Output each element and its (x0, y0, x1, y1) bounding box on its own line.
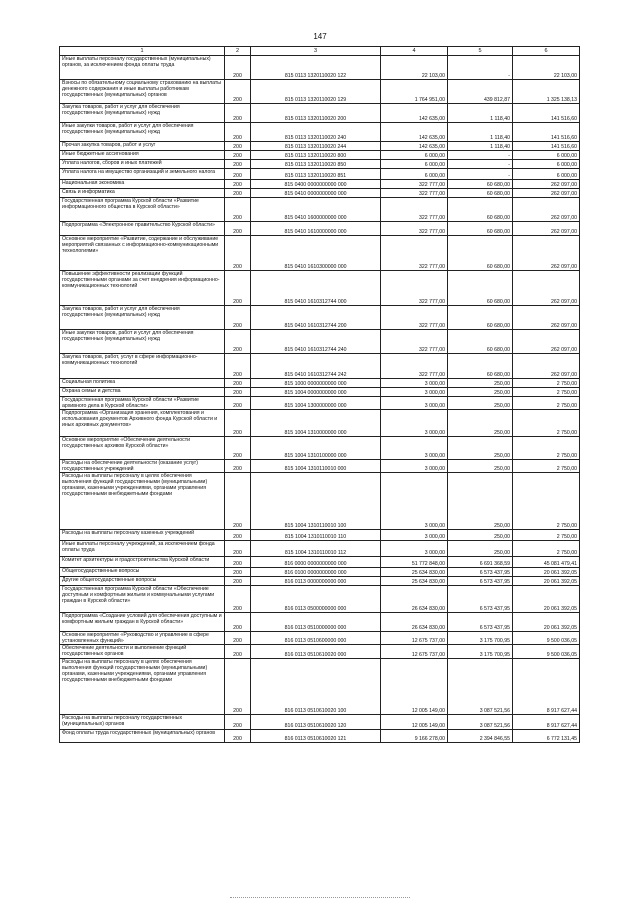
table-row (60, 437, 580, 460)
row-executed: 60 680,00 (448, 271, 513, 306)
row-kbk: 816 0113 0000000000 000 (251, 577, 381, 586)
table-row (60, 306, 580, 330)
footer-divider (230, 897, 410, 899)
row-name: Фонд оплаты труда государственных (муниципальных) органов (60, 730, 225, 743)
row-executed: 60 680,00 (448, 198, 513, 222)
col-header-1: 1 (60, 47, 225, 56)
row-executed: 60 680,00 (448, 222, 513, 236)
row-approved: 3 000,00 (381, 541, 448, 557)
table-row (60, 222, 580, 236)
row-code: 200 (225, 180, 251, 189)
row-executed: 60 680,00 (448, 354, 513, 379)
row-remaining: 141 516,60 (513, 104, 580, 123)
row-executed: 1 118,40 (448, 142, 513, 151)
table-row (60, 123, 580, 142)
row-kbk: 815 1004 1310100000 000 (251, 437, 381, 460)
row-name: Другие общегосударственные вопросы (60, 577, 225, 586)
row-kbk: 815 0410 1600000000 000 (251, 198, 381, 222)
table-row (60, 397, 580, 410)
row-approved: 142 635,00 (381, 104, 448, 123)
row-approved: 26 634 830,00 (381, 613, 448, 632)
table-row (60, 151, 580, 160)
row-name: Основное мероприятие «Обеспечение деятельности государственных архивов Курской области» (60, 437, 225, 460)
row-code: 200 (225, 586, 251, 613)
row-remaining: 262 097,00 (513, 222, 580, 236)
row-kbk: 815 0113 1320110020 122 (251, 56, 381, 80)
row-name: Основное мероприятие «Развитие, содержание и обслуживание мероприятий связанных с информационно-коммуникационными технологиями» (60, 236, 225, 271)
row-kbk: 816 0113 0510610020 120 (251, 715, 381, 730)
row-kbk: 816 0113 0510000000 000 (251, 613, 381, 632)
row-approved: 322 777,00 (381, 271, 448, 306)
row-remaining: 2 750,00 (513, 541, 580, 557)
row-code: 200 (225, 715, 251, 730)
row-approved: 3 000,00 (381, 437, 448, 460)
row-executed: 3 175 700,95 (448, 632, 513, 645)
row-name: Обеспечение деятельности и выполнение функций государственных органов (60, 645, 225, 659)
row-code: 200 (225, 568, 251, 577)
row-executed: 3 087 521,56 (448, 659, 513, 715)
header-row (60, 47, 580, 56)
row-name: Иные выплаты персоналу государственных (муниципальных) органов, за исключением фонда оплаты труда (60, 56, 225, 80)
row-name: Комитет архитектуры и градостроительства Курской области (60, 557, 225, 568)
row-remaining: 2 750,00 (513, 530, 580, 541)
table-row (60, 379, 580, 388)
row-approved: 12 675 737,00 (381, 645, 448, 659)
row-remaining: 262 097,00 (513, 180, 580, 189)
row-name: Иные закупки товаров, работ и услуг для обеспечения государственных (муниципальных) нужд (60, 330, 225, 354)
row-name: Государственная программа Курской области «Развитие информационного общества в Курской области» (60, 198, 225, 222)
row-code: 200 (225, 557, 251, 568)
row-executed: 6 573 437,95 (448, 568, 513, 577)
row-kbk: 815 0400 0000000000 000 (251, 180, 381, 189)
row-code: 200 (225, 730, 251, 743)
row-name: Общегосударственные вопросы (60, 568, 225, 577)
table-row (60, 715, 580, 730)
row-executed: 250,00 (448, 460, 513, 473)
row-remaining: 2 750,00 (513, 388, 580, 397)
row-name: Взносы по обязательному социальному страхованию на выплаты денежного содержания и иные выплаты работникам государственных (муниципальных) органов (60, 80, 225, 104)
table-row (60, 189, 580, 198)
row-remaining: 262 097,00 (513, 330, 580, 354)
row-remaining: 262 097,00 (513, 306, 580, 330)
row-approved: 3 000,00 (381, 388, 448, 397)
row-name: Прочая закупка товаров, работ и услуг (60, 142, 225, 151)
row-kbk: 815 0113 1320110020 240 (251, 123, 381, 142)
row-name: Уплата налогов, сборов и иных платежей (60, 160, 225, 169)
row-kbk: 815 0410 0000000000 000 (251, 189, 381, 198)
table-row (60, 410, 580, 437)
row-approved: 3 000,00 (381, 473, 448, 530)
row-remaining: 262 097,00 (513, 189, 580, 198)
row-name: Повышение эффективности реализации функций государственными органами за счет внедрения информационно-коммуникационных технологий (60, 271, 225, 306)
table-row (60, 730, 580, 743)
row-remaining: 141 516,60 (513, 142, 580, 151)
row-code: 200 (225, 198, 251, 222)
row-name: Иные закупки товаров, работ и услуг для обеспечения государственных (муниципальных) нужд (60, 123, 225, 142)
row-code: 200 (225, 397, 251, 410)
row-executed: 250,00 (448, 410, 513, 437)
table-row (60, 169, 580, 180)
row-remaining: 6 772 131,45 (513, 730, 580, 743)
row-name: Национальная экономика (60, 180, 225, 189)
row-code: 200 (225, 151, 251, 160)
row-code: 200 (225, 306, 251, 330)
row-approved: 322 777,00 (381, 330, 448, 354)
row-remaining: 22 103,00 (513, 56, 580, 80)
table-row (60, 577, 580, 586)
table-row (60, 198, 580, 222)
row-approved: 322 777,00 (381, 354, 448, 379)
col-header-5: 5 (448, 47, 513, 56)
row-name: Основное мероприятие «Руководство и управление в сфере установленных функций» (60, 632, 225, 645)
row-remaining: 8 917 627,44 (513, 659, 580, 715)
row-approved: 142 635,00 (381, 142, 448, 151)
row-executed: 250,00 (448, 437, 513, 460)
row-executed: 60 680,00 (448, 330, 513, 354)
row-kbk: 815 0113 1320110020 200 (251, 104, 381, 123)
row-code: 200 (225, 530, 251, 541)
row-code: 200 (225, 577, 251, 586)
row-executed: - (448, 56, 513, 80)
row-executed: 6 573 437,95 (448, 586, 513, 613)
row-name: Государственная программа Курской области «Обеспечение доступным и комфортным жильем и коммунальными услугами граждан в Курской области» (60, 586, 225, 613)
row-remaining: 2 750,00 (513, 397, 580, 410)
row-remaining: 262 097,00 (513, 198, 580, 222)
row-kbk: 815 1004 1310110010 100 (251, 473, 381, 530)
row-code: 200 (225, 632, 251, 645)
row-name: Социальная политика (60, 379, 225, 388)
row-code: 200 (225, 222, 251, 236)
row-executed: 60 680,00 (448, 306, 513, 330)
row-code: 200 (225, 123, 251, 142)
row-remaining: 9 500 036,05 (513, 645, 580, 659)
row-remaining: 6 000,00 (513, 160, 580, 169)
row-approved: 6 000,00 (381, 151, 448, 160)
table-row (60, 160, 580, 169)
row-remaining: 20 061 392,05 (513, 577, 580, 586)
row-executed: - (448, 151, 513, 160)
table-row (60, 530, 580, 541)
table-row (60, 632, 580, 645)
row-executed: 1 118,40 (448, 104, 513, 123)
row-remaining: 262 097,00 (513, 236, 580, 271)
row-name: Подпрограмма «Создание условий для обеспечения доступным и комфортным жильем граждан в Курской области» (60, 613, 225, 632)
row-name: Уплата налога на имущество организаций и земельного налога (60, 169, 225, 180)
row-executed: 60 680,00 (448, 236, 513, 271)
row-kbk: 815 1004 1310000000 000 (251, 410, 381, 437)
row-approved: 3 000,00 (381, 397, 448, 410)
table-row (60, 659, 580, 715)
row-executed: 250,00 (448, 473, 513, 530)
col-header-6: 6 (513, 47, 580, 56)
row-approved: 22 103,00 (381, 56, 448, 80)
row-name: Расходы на выплаты персоналу в целях обеспечения выполнения функций государственными (муниципальными) органами, казенными учреждениями, органами управления государственными внебюджетными фондами (60, 473, 225, 530)
table-row (60, 388, 580, 397)
table-row (60, 568, 580, 577)
row-kbk: 816 0113 0510610020 000 (251, 645, 381, 659)
row-executed: 250,00 (448, 388, 513, 397)
row-remaining: 1 325 138,13 (513, 80, 580, 104)
row-code: 200 (225, 460, 251, 473)
row-kbk: 815 0410 1610312744 200 (251, 306, 381, 330)
row-executed: 439 812,87 (448, 80, 513, 104)
row-approved: 3 000,00 (381, 460, 448, 473)
row-approved: 3 000,00 (381, 410, 448, 437)
row-approved: 3 000,00 (381, 530, 448, 541)
row-code: 200 (225, 388, 251, 397)
row-approved: 12 675 737,00 (381, 632, 448, 645)
row-name: Закупка товаров, работ, услуг в сфере информационно-коммуникационных технологий (60, 354, 225, 379)
table-row (60, 180, 580, 189)
col-header-2: 2 (225, 47, 251, 56)
row-approved: 1 764 951,00 (381, 80, 448, 104)
row-approved: 322 777,00 (381, 306, 448, 330)
row-kbk: 815 0410 1610000000 000 (251, 222, 381, 236)
row-name: Расходы на обеспечение деятельности (оказание услуг) государственных учреждений (60, 460, 225, 473)
row-kbk: 816 0113 0510600000 000 (251, 632, 381, 645)
row-approved: 12 005 149,00 (381, 715, 448, 730)
row-kbk: 815 1004 1310110010 112 (251, 541, 381, 557)
table-row (60, 586, 580, 613)
row-executed: 6 691 368,59 (448, 557, 513, 568)
row-code: 200 (225, 473, 251, 530)
row-executed: 250,00 (448, 397, 513, 410)
page-number: 147 (313, 32, 327, 41)
row-kbk: 815 0410 1610312744 000 (251, 271, 381, 306)
row-kbk: 816 0113 0500000000 000 (251, 586, 381, 613)
row-remaining: 262 097,00 (513, 271, 580, 306)
row-remaining: 20 061 392,05 (513, 568, 580, 577)
row-executed: 60 680,00 (448, 189, 513, 198)
row-name: Связь и информатика (60, 189, 225, 198)
row-approved: 26 634 830,00 (381, 586, 448, 613)
row-code: 200 (225, 645, 251, 659)
table-row (60, 473, 580, 530)
row-approved: 6 000,00 (381, 169, 448, 180)
row-name: Государственная программа Курской области «Развитие архивного дела в Курской области» (60, 397, 225, 410)
table-row (60, 142, 580, 151)
row-executed: 3 087 521,56 (448, 715, 513, 730)
row-approved: 322 777,00 (381, 222, 448, 236)
row-remaining: 2 750,00 (513, 437, 580, 460)
row-remaining: 20 061 392,05 (513, 613, 580, 632)
row-code: 200 (225, 410, 251, 437)
row-remaining: 2 750,00 (513, 379, 580, 388)
row-remaining: 45 081 479,41 (513, 557, 580, 568)
row-kbk: 815 0113 1320110020 850 (251, 160, 381, 169)
row-executed: 250,00 (448, 379, 513, 388)
row-remaining: 6 000,00 (513, 151, 580, 160)
row-code: 200 (225, 271, 251, 306)
table-row (60, 236, 580, 271)
row-kbk: 815 0113 1320110020 851 (251, 169, 381, 180)
table-row (60, 541, 580, 557)
row-code: 200 (225, 659, 251, 715)
row-kbk: 815 0113 1320110020 800 (251, 151, 381, 160)
row-name: Иные выплаты персоналу учреждений, за исключением фонда оплаты труда (60, 541, 225, 557)
row-approved: 322 777,00 (381, 236, 448, 271)
table-row (60, 354, 580, 379)
row-executed: 2 394 846,55 (448, 730, 513, 743)
row-executed: - (448, 160, 513, 169)
row-code: 200 (225, 354, 251, 379)
row-remaining: 2 750,00 (513, 473, 580, 530)
row-code: 200 (225, 104, 251, 123)
table-row (60, 80, 580, 104)
row-code: 200 (225, 541, 251, 557)
row-kbk: 816 0000 0000000000 000 (251, 557, 381, 568)
row-kbk: 815 0113 1320110020 244 (251, 142, 381, 151)
col-header-4: 4 (381, 47, 448, 56)
row-code: 200 (225, 330, 251, 354)
row-code: 200 (225, 160, 251, 169)
row-kbk: 815 1004 1310110010 110 (251, 530, 381, 541)
row-kbk: 815 0410 1610300000 000 (251, 236, 381, 271)
row-code: 200 (225, 613, 251, 632)
row-code: 200 (225, 169, 251, 180)
row-approved: 322 777,00 (381, 189, 448, 198)
table-row (60, 104, 580, 123)
row-executed: 250,00 (448, 541, 513, 557)
table-row (60, 557, 580, 568)
row-approved: 322 777,00 (381, 198, 448, 222)
row-name: Закупка товаров, работ и услуг для обеспечения государственных (муниципальных) нужд (60, 104, 225, 123)
row-approved: 9 166 278,00 (381, 730, 448, 743)
row-approved: 6 000,00 (381, 160, 448, 169)
row-remaining: 9 500 036,05 (513, 632, 580, 645)
row-code: 200 (225, 437, 251, 460)
table-row (60, 330, 580, 354)
row-remaining: 20 061 392,05 (513, 586, 580, 613)
row-executed: 3 175 700,95 (448, 645, 513, 659)
row-name: Расходы на выплаты персоналу казенных учреждений (60, 530, 225, 541)
row-approved: 25 634 830,00 (381, 568, 448, 577)
row-kbk: 815 1004 0000000000 000 (251, 388, 381, 397)
table-row (60, 613, 580, 632)
row-approved: 12 005 149,00 (381, 659, 448, 715)
row-code: 200 (225, 142, 251, 151)
row-executed: 6 573 437,95 (448, 577, 513, 586)
row-kbk: 815 1000 0000000000 000 (251, 379, 381, 388)
col-header-3: 3 (251, 47, 381, 56)
row-name: Закупка товаров, работ и услуг для обеспечения государственных (муниципальных) нужд (60, 306, 225, 330)
row-code: 200 (225, 189, 251, 198)
row-executed: 60 680,00 (448, 180, 513, 189)
row-approved: 3 000,00 (381, 379, 448, 388)
row-kbk: 815 0410 1610312744 240 (251, 330, 381, 354)
row-code: 200 (225, 56, 251, 80)
table-row (60, 460, 580, 473)
row-executed: 250,00 (448, 530, 513, 541)
row-kbk: 816 0100 0000000000 000 (251, 568, 381, 577)
row-approved: 25 634 830,00 (381, 577, 448, 586)
row-name: Подпрограмма «Электронное правительство Курской области» (60, 222, 225, 236)
row-kbk: 816 0113 0510610020 121 (251, 730, 381, 743)
row-name: Охрана семьи и детства (60, 388, 225, 397)
row-kbk: 815 0410 1610312744 242 (251, 354, 381, 379)
row-executed: 6 573 437,95 (448, 613, 513, 632)
row-approved: 322 777,00 (381, 180, 448, 189)
row-kbk: 815 0113 1320110020 129 (251, 80, 381, 104)
row-code: 200 (225, 379, 251, 388)
table-row (60, 56, 580, 80)
row-executed: - (448, 169, 513, 180)
row-remaining: 2 750,00 (513, 460, 580, 473)
row-approved: 142 635,00 (381, 123, 448, 142)
row-remaining: 141 516,60 (513, 123, 580, 142)
row-executed: 1 118,40 (448, 123, 513, 142)
row-kbk: 815 1004 1310110010 000 (251, 460, 381, 473)
row-remaining: 2 750,00 (513, 410, 580, 437)
row-name: Подпрограмма «Организация хранения, комплектования и использования документов Архивного фонда Курской области и иных архивных документов» (60, 410, 225, 437)
row-remaining: 6 000,00 (513, 169, 580, 180)
row-name: Расходы на выплаты персоналу в целях обеспечения выполнения функций государственными (муниципальными) органами, казенными учреждениями, органами управления государственными внебюджетными фондами (60, 659, 225, 715)
row-name: Иные бюджетные ассигнования (60, 151, 225, 160)
table-row (60, 645, 580, 659)
row-approved: 51 772 848,00 (381, 557, 448, 568)
row-remaining: 8 917 627,44 (513, 715, 580, 730)
table-row (60, 271, 580, 306)
row-kbk: 815 1004 1300000000 000 (251, 397, 381, 410)
row-code: 200 (225, 236, 251, 271)
row-remaining: 262 097,00 (513, 354, 580, 379)
row-kbk: 816 0113 0510610020 100 (251, 659, 381, 715)
row-name: Расходы на выплаты персоналу государственных (муниципальных) органов (60, 715, 225, 730)
row-code: 200 (225, 80, 251, 104)
report-table (59, 46, 580, 743)
